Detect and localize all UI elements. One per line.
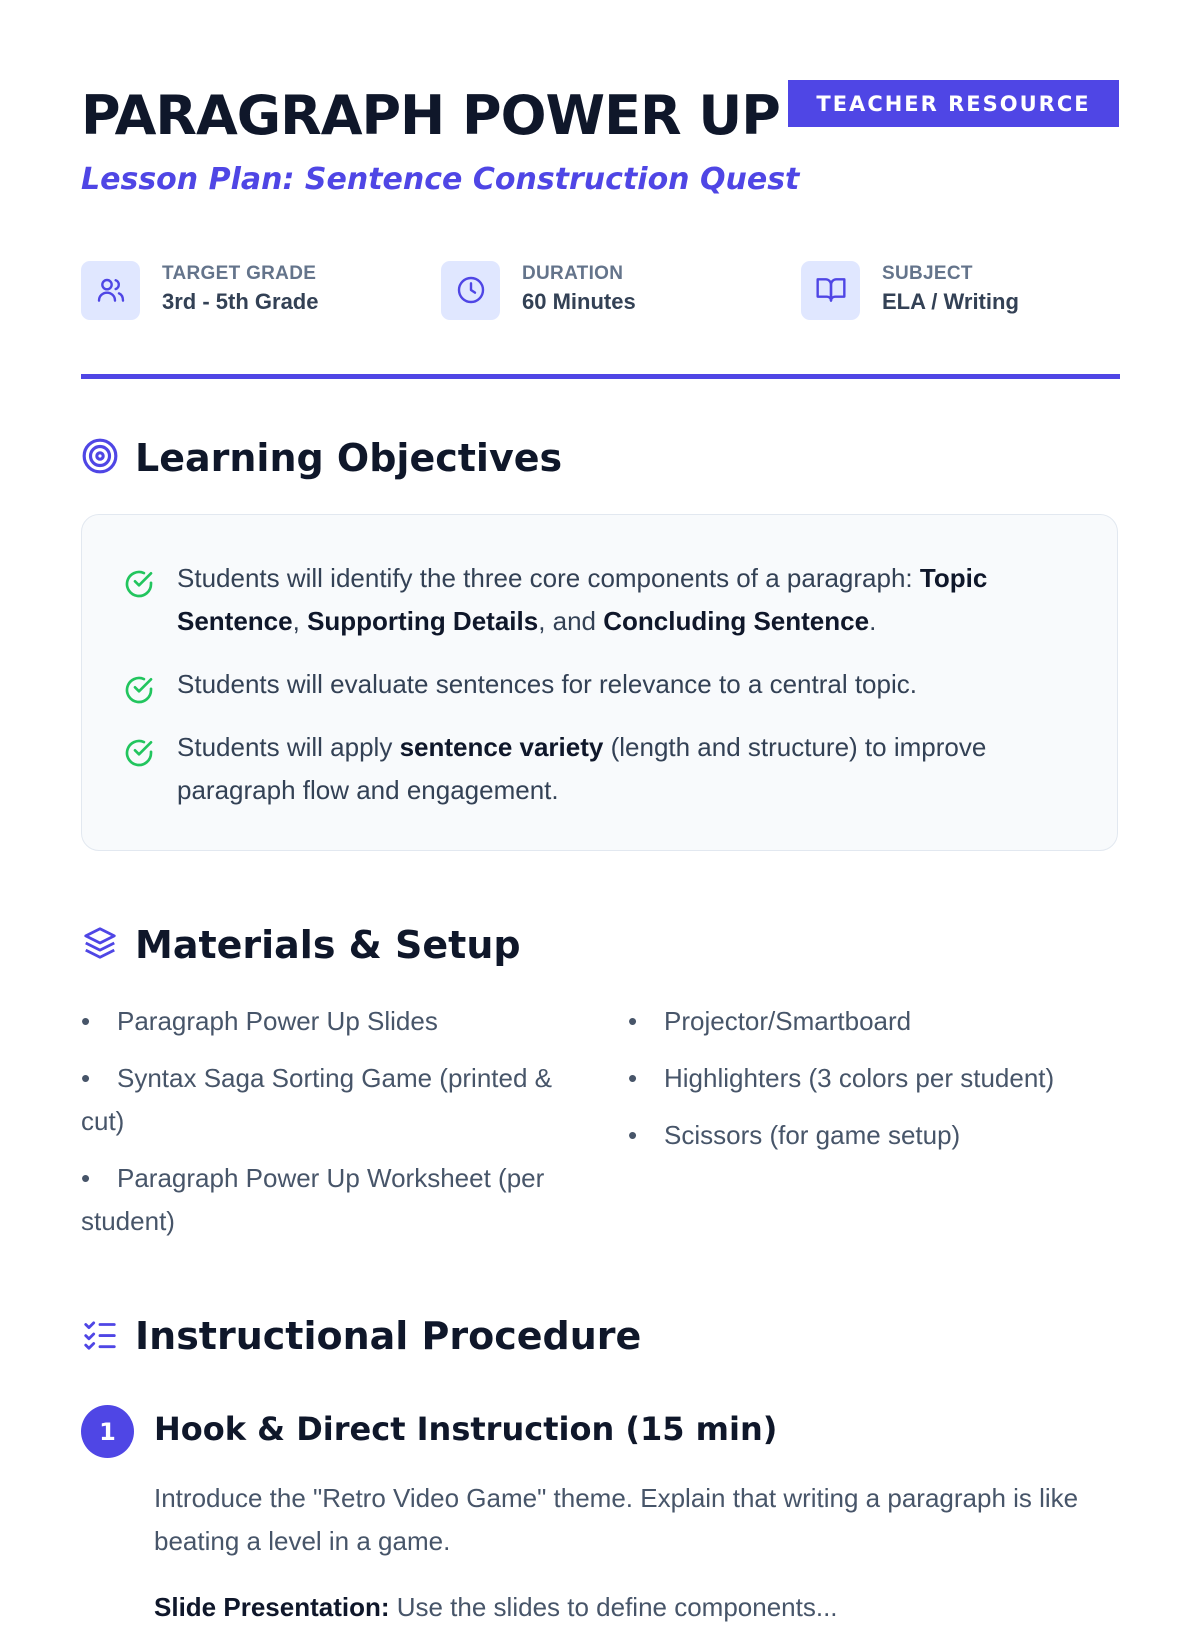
meta-duration xyxy=(441,260,636,320)
objective-text: Students will identify the three core components of a paragraph: Topic Sentence, Supporting Details, and Concluding Sentence. xyxy=(177,563,988,636)
material-item: • Highlighters (3 colors per student) xyxy=(628,1063,1055,1093)
section-title: Instructional Procedure xyxy=(135,1314,642,1358)
meta-target-grade xyxy=(81,260,318,320)
meta-value: 3rd - 5th Grade xyxy=(162,289,319,314)
materials-heading xyxy=(81,923,521,967)
meta-value: ELA / Writing xyxy=(882,289,1019,314)
step-detail: Slide Presentation: Use the slides to define components... xyxy=(154,1592,838,1622)
check-circle-icon xyxy=(123,726,157,812)
objectives-card xyxy=(81,514,1118,851)
header-divider xyxy=(81,374,1120,379)
meta-label: DURATION xyxy=(522,263,624,284)
meta-subject xyxy=(801,260,1019,320)
objective-text: Students will apply sentence variety (length and structure) to improve paragraph flow and engagement. xyxy=(177,732,987,805)
book-open-icon xyxy=(801,261,860,320)
users-icon xyxy=(81,261,140,320)
objective-item xyxy=(123,726,1077,812)
section-title: Learning Objectives xyxy=(135,436,563,480)
material-item: • Paragraph Power Up Worksheet (per student) xyxy=(81,1163,545,1236)
meta-label: SUBJECT xyxy=(882,263,973,284)
material-item: • Scissors (for game setup) xyxy=(628,1120,961,1150)
material-item: • Paragraph Power Up Slides xyxy=(81,1006,438,1036)
procedure-heading xyxy=(81,1314,641,1358)
material-item: • Projector/Smartboard xyxy=(628,1006,912,1036)
objective-text: Students will evaluate sentences for relevance to a central topic. xyxy=(177,669,917,699)
page-subtitle: Lesson Plan: Sentence Construction Quest xyxy=(81,162,800,197)
teacher-resource-badge: TEACHER RESOURCE xyxy=(788,80,1119,127)
step-title: Hook & Direct Instruction (15 min) xyxy=(154,1410,778,1448)
step-description: Introduce the "Retro Video Game" theme. Explain that writing a paragraph is like beating a level in a game. xyxy=(154,1483,1079,1556)
clock-icon xyxy=(441,261,500,320)
objective-item xyxy=(123,557,1077,643)
layers-icon xyxy=(81,924,119,967)
page-title: PARAGRAPH POWER UP xyxy=(81,84,780,147)
list-checks-icon xyxy=(81,1315,119,1358)
objective-item xyxy=(123,663,1077,711)
target-icon xyxy=(81,437,119,480)
meta-value: 60 Minutes xyxy=(522,289,636,314)
meta-label: TARGET GRADE xyxy=(162,263,317,284)
section-title: Materials & Setup xyxy=(135,923,521,967)
check-circle-icon xyxy=(123,663,157,711)
step-number-badge: 1 xyxy=(81,1405,134,1458)
objectives-heading xyxy=(81,436,562,480)
material-item: • Syntax Saga Sorting Game (printed & cut) xyxy=(81,1063,553,1136)
check-circle-icon xyxy=(123,557,157,643)
lesson-plan-page xyxy=(81,0,1120,1622)
